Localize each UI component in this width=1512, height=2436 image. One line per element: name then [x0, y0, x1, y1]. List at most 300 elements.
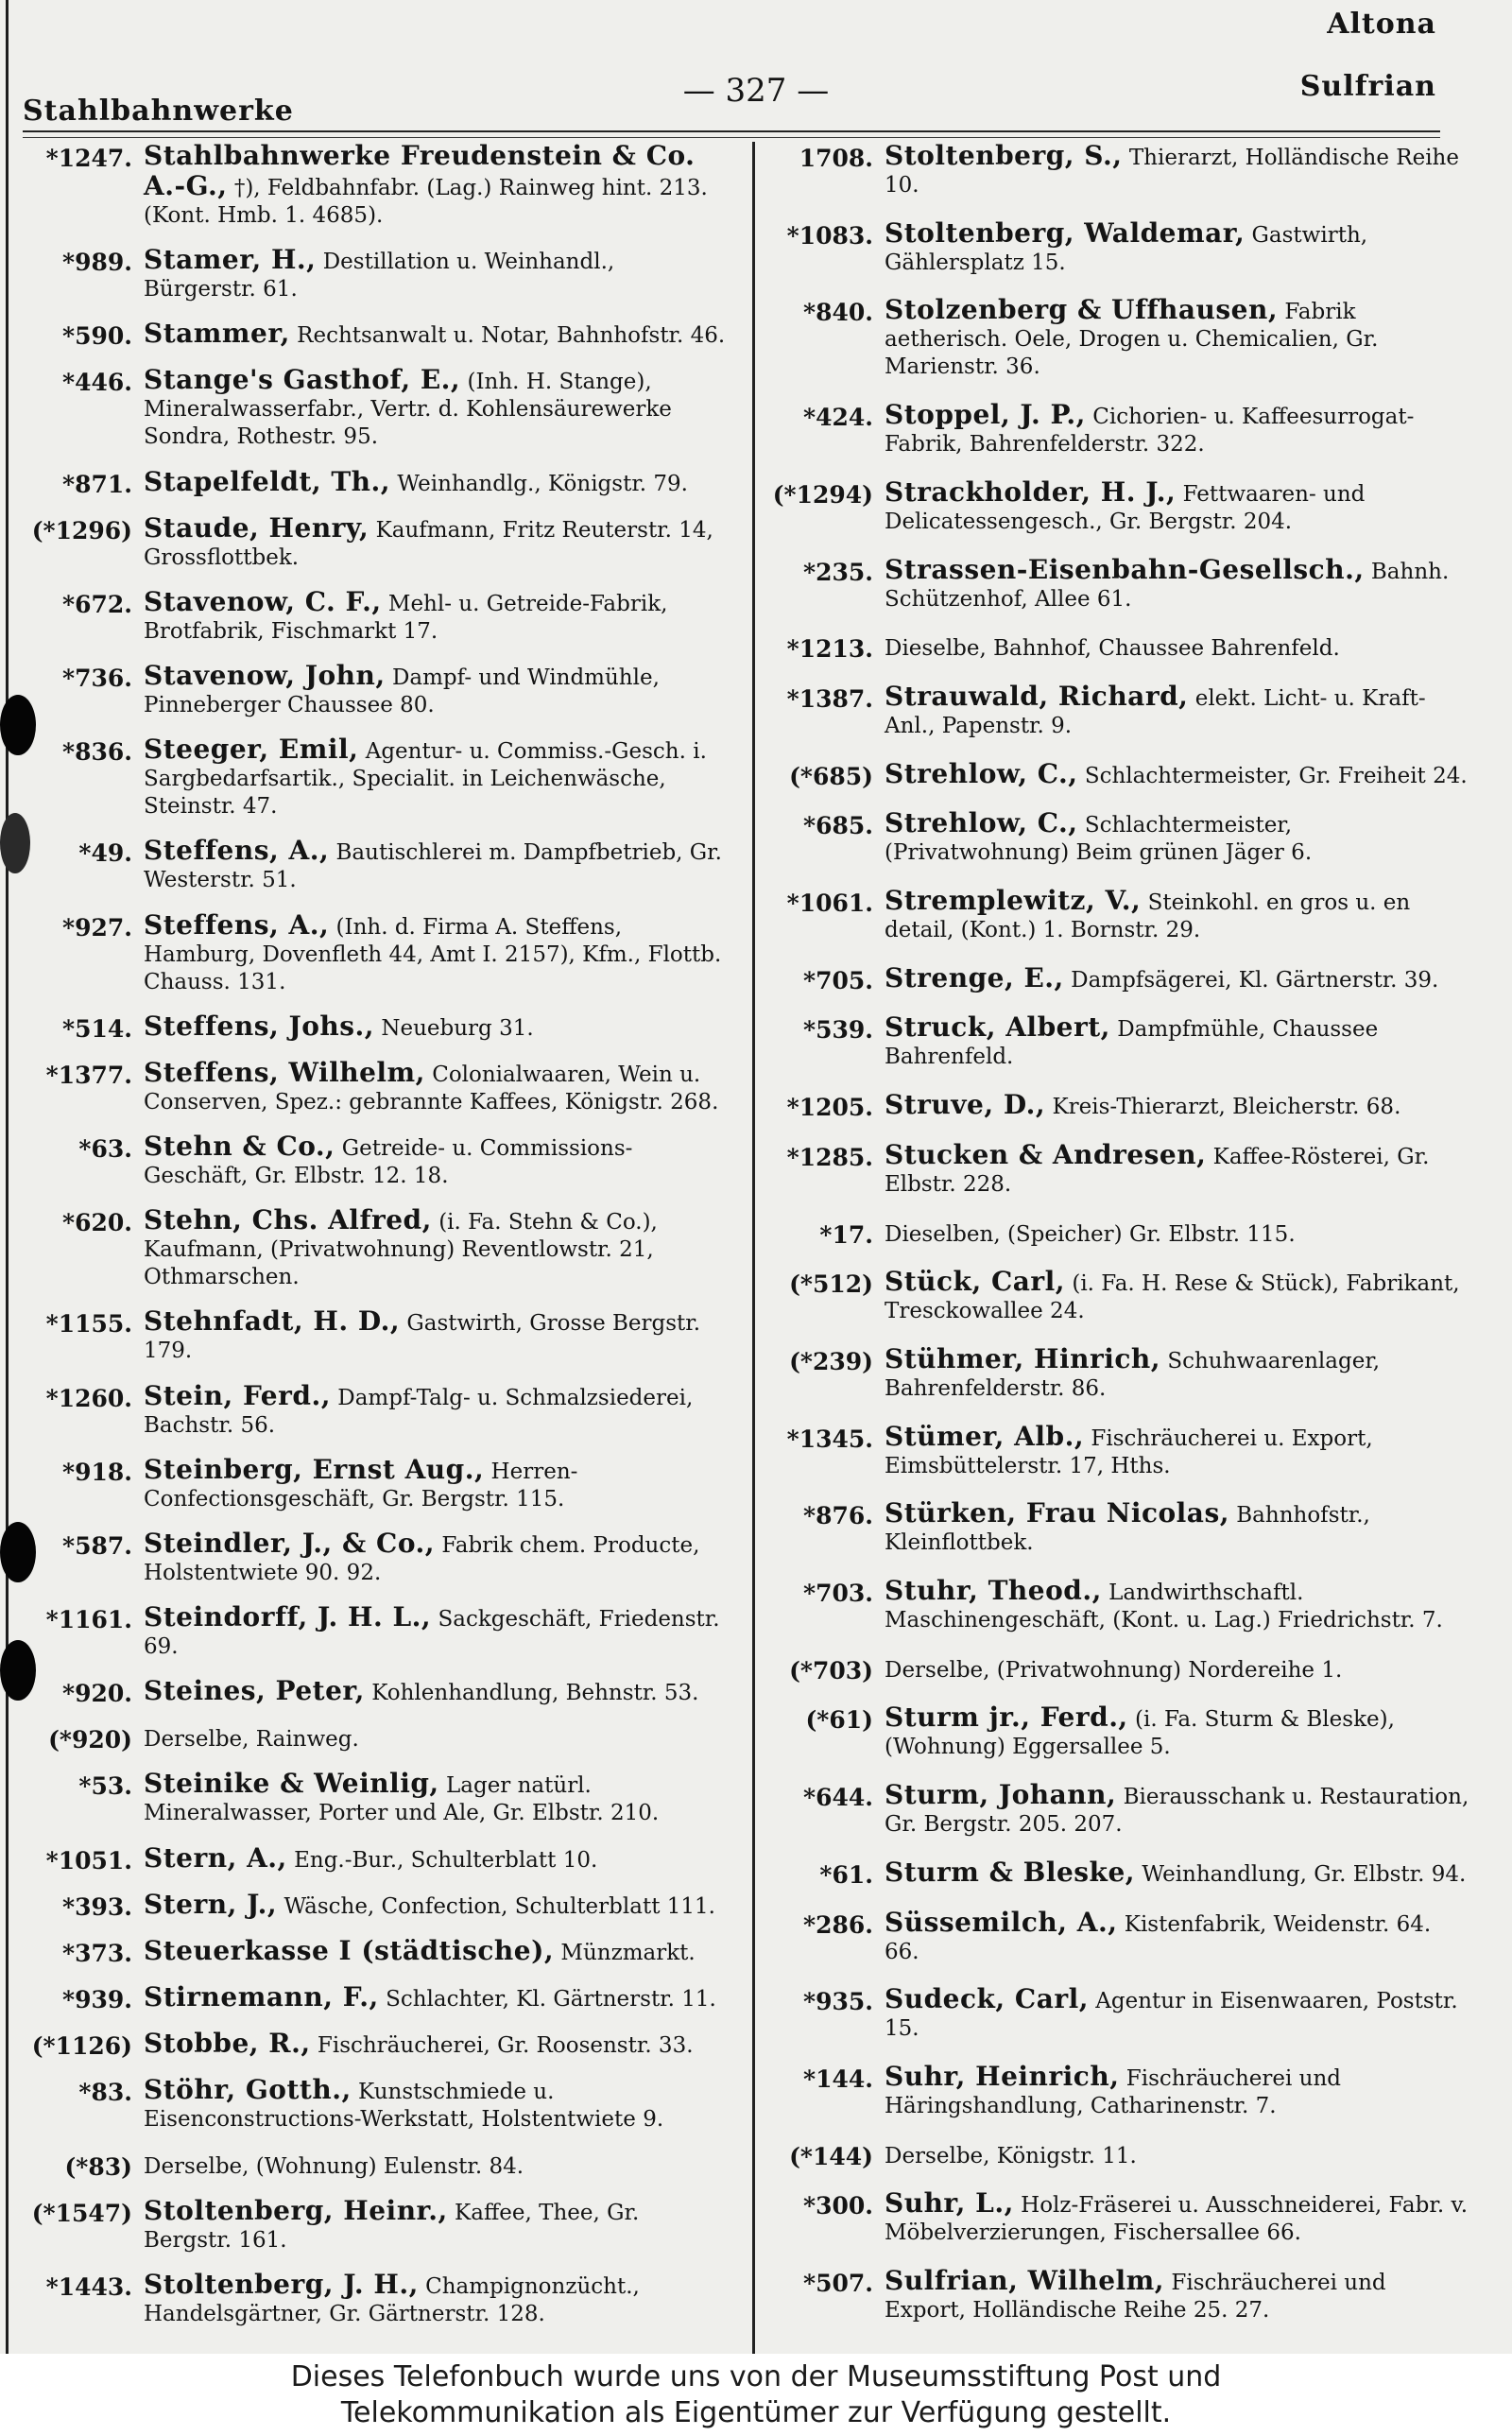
entry-text [885, 1858, 1472, 1889]
entry-text [144, 837, 731, 894]
entry-text [144, 1529, 731, 1587]
left-column [21, 142, 731, 2344]
entry-text [885, 1138, 1472, 1199]
entry-details: Derselbe, Königstr. 11. [885, 2143, 1137, 2168]
entry-text [885, 1342, 1472, 1403]
phone-number: *300. [803, 2192, 873, 2220]
phone-number: (*61) [805, 1706, 873, 1735]
phone-number: *1083. [786, 221, 873, 250]
entry-name: Süssemilch, A., [885, 1906, 1118, 1938]
entry-details: Fabrik chem. Producte, Holstentwiete 90. 92. [144, 1532, 700, 1585]
entry-text [144, 465, 731, 498]
directory-entry [21, 2151, 731, 2181]
phone-number: *920. [62, 1680, 132, 1708]
directory-entry [762, 961, 1472, 994]
entry-text [144, 1841, 731, 1875]
directory-entry [21, 366, 731, 451]
phone-number: *672. [62, 590, 132, 618]
entry-details: Sackgeschäft, Friedenstr. 69. [144, 1606, 720, 1659]
phone-number: *373. [62, 1939, 132, 1967]
entry-details: Steinkohl. en gros u. en detail, (Kont.) 1. Bornstr. 29. [885, 890, 1411, 943]
entry-text [885, 757, 1472, 790]
directory-entry [21, 2030, 731, 2060]
directory-entry [21, 2268, 731, 2328]
entry-text [885, 2140, 1472, 2170]
entry-name: Struck, Albert, [885, 1011, 1110, 1044]
directory-entry [762, 1013, 1472, 1071]
entry-name: Stehn, Chs. Alfred, [144, 1204, 432, 1236]
entry-text [885, 1703, 1472, 1761]
entry-text [885, 1218, 1472, 1249]
entry-text [144, 1888, 731, 1921]
entry-details: Bierausschank u. Restauration, Gr. Bergstr. 205. 207. [885, 1785, 1469, 1838]
entry-text [144, 1770, 731, 1827]
phone-number: *235. [803, 558, 873, 586]
entry-text [885, 216, 1472, 277]
entry-details: Kaffee, Thee, Gr. Bergstr. 161. [144, 2200, 640, 2253]
entry-details: (Inh. H. Stange), Mineralwasserfabr., Vertr. d. Kohlensäurewerke Sondra, Rothestr. 95. [144, 370, 672, 450]
entry-details: Rechtsanwalt u. Notar, Bahnhofstr. 46. [297, 323, 726, 349]
footer-line: Dieses Telefonbuch wurde uns von der Museumsstiftung Post und [290, 2360, 1222, 2393]
entry-text [885, 1013, 1472, 1071]
phone-number: *1377. [45, 1061, 132, 1089]
entry-name: Sudeck, Carl, [885, 1983, 1089, 2015]
entry-details: Kaffee-Rösterei, Gr. Elbstr. 228. [885, 1144, 1430, 1197]
phone-number: *514. [62, 1014, 132, 1043]
entry-details: Schuhwaarenlager, Bahrenfelderstr. 86. [885, 1348, 1381, 1401]
phone-number: *63. [78, 1135, 132, 1164]
entry-text [885, 1091, 1472, 1121]
phone-number: (*1296) [31, 516, 132, 544]
directory-entry [21, 735, 731, 821]
entry-details: Fischräucherei und Häringshandlung, Catharinenstr. 7. [885, 2065, 1342, 2118]
directory-entry [762, 1499, 1472, 1557]
phone-number: *935. [803, 1988, 873, 2016]
entry-text [144, 1379, 731, 1440]
header-left-keyword: Stahlbahnwerke [23, 95, 294, 128]
phone-number: *144. [803, 2065, 873, 2093]
entry-text [885, 553, 1472, 613]
header-rule [23, 130, 1440, 132]
phone-number: 1708. [799, 145, 873, 172]
phone-number: *507. [803, 2270, 873, 2298]
phone-number: *1443. [45, 2272, 132, 2301]
entry-name: Stoltenberg, Waldemar, [885, 216, 1246, 249]
entry-text [144, 320, 731, 350]
entry-text [885, 475, 1472, 536]
entry-text [144, 1983, 731, 2013]
phone-number: *587. [62, 1531, 132, 1560]
phone-number: *1161. [45, 1605, 132, 1633]
directory-entry [762, 2267, 1472, 2324]
directory-entry [762, 401, 1472, 458]
entry-name: Steines, Peter, [144, 1675, 365, 1707]
entry-name: Sturm & Bleske, [885, 1856, 1136, 1888]
entry-name: Suhr, L., [885, 2187, 1014, 2220]
phone-number: *736. [62, 665, 132, 693]
entry-details: Bahnhofstr., Kleinflottbek. [885, 1503, 1370, 1556]
entry-name: Steffens, A., [144, 835, 330, 867]
entry-name: Steffens, Johs., [144, 1010, 375, 1042]
phone-number: *424. [803, 404, 873, 432]
phone-number: *446. [62, 369, 132, 397]
phone-number: (*1294) [772, 480, 873, 509]
entry-text [885, 1985, 1472, 2043]
entry-details: Derselbe, (Privatwohnung) Nordereihe 1. [885, 1657, 1343, 1683]
page-edge [6, 0, 9, 2354]
entry-text [885, 1420, 1472, 1480]
phone-number: (*83) [64, 2152, 132, 2181]
directory-entry [762, 682, 1472, 740]
directory-entry [21, 1770, 731, 1827]
entry-details: Dampf-Talg- u. Schmalzsiederei, Bachstr. 56. [144, 1385, 694, 1438]
directory-entry [762, 2189, 1472, 2247]
entry-text [144, 2194, 731, 2255]
directory-entry [762, 1703, 1472, 1761]
entry-details: Holz-Fräserei u. Ausschneiderei, Fabr. v. Möbelverzierungen, Fischersallee 66. [885, 2193, 1469, 2246]
entry-details: Getreide- u. Commissions-Geschäft, Gr. Elbstr. 12. 18. [144, 1136, 633, 1189]
phone-number: (*920) [48, 1726, 132, 1754]
entry-text [144, 908, 731, 996]
entry-name: Stahlbahnwerke Freudenstein & Co. A.-G., [144, 140, 696, 201]
directory-entry [21, 465, 731, 498]
entry-text [144, 1723, 731, 1754]
phone-number: *393. [62, 1892, 132, 1921]
entry-name: Stapelfeldt, Th., [144, 465, 391, 497]
entry-name: Stoltenberg, S., [885, 140, 1123, 171]
entry-name: Steinike & Weinlig, [144, 1768, 439, 1800]
phone-number: *539. [803, 1016, 873, 1045]
entry-name: Stirnemann, F., [144, 1981, 379, 2013]
footer-notice [0, 2354, 1512, 2436]
entry-details: Bautischlerei m. Dampfbetrieb, Gr. Westerstr. 51. [144, 840, 722, 893]
phone-number: *1345. [786, 1425, 873, 1453]
directory-entry [762, 216, 1472, 277]
entry-name: Stoltenberg, J. H., [144, 2268, 419, 2300]
entry-details: †), Feldbahnfabr. (Lag.) Rainweg hint. 213. (Kont. Hmb. 1. 4685). [144, 176, 708, 228]
entry-name: Steffens, A., [144, 908, 330, 941]
directory-entry [21, 246, 731, 303]
entry-name: Stern, A., [144, 1841, 287, 1874]
phone-number: (*685) [789, 762, 873, 790]
entry-details: Thierarzt, Holländische Reihe 10. [885, 146, 1459, 198]
entry-details: Dampfsägerei, Kl. Gärtnerstr. 39. [1071, 967, 1439, 993]
entry-details: Kistenfabrik, Weidenstr. 64. 66. [885, 1911, 1432, 1964]
entry-details: Kreis-Thierarzt, Bleicherstr. 68. [1052, 1095, 1401, 1120]
entry-text [144, 2076, 731, 2134]
directory-entry [21, 1012, 731, 1043]
entry-details: Mehl- u. Getreide-Fabrik, Brotfabrik, Fischmarkt 17. [144, 591, 668, 644]
phone-number: *939. [62, 1986, 132, 2014]
entry-text [144, 1453, 731, 1513]
entry-details: Herren-Confectionsgeschäft, Gr. Bergstr. 115. [144, 1459, 578, 1512]
phone-number: *53. [78, 1772, 132, 1801]
directory-entry [21, 1379, 731, 1440]
phone-number: *1247. [45, 145, 132, 172]
entry-details: Agentur in Eisenwaaren, Poststr. 15. [885, 1989, 1458, 2042]
entry-details: Champignonzücht., Handelsgärtner, Gr. Gärtnerstr. 128. [144, 2273, 640, 2326]
phone-number: *871. [62, 470, 132, 498]
entry-details: (i. Fa. Sturm & Bleske), (Wohnung) Eggersallee 5. [885, 1707, 1395, 1760]
entry-name: Sulfrian, Wilhelm, [885, 2265, 1165, 2297]
entry-details: Wäsche, Confection, Schulterblatt 111. [284, 1893, 715, 1919]
entry-text [144, 1056, 731, 1116]
entry-text [885, 401, 1472, 458]
entry-name: Steinberg, Ernst Aug., [144, 1453, 485, 1485]
directory-entry [21, 142, 731, 230]
directory-entry [762, 1420, 1472, 1480]
entry-text [144, 366, 731, 451]
entry-name: Stobbe, R., [144, 2028, 311, 2060]
directory-entry [762, 1268, 1472, 1325]
entry-text [885, 142, 1472, 199]
directory-entry [21, 1206, 731, 1291]
entry-details: Agentur- u. Commiss.-Gesch. i. Sargbedarfsartik., Specialit. in Leichenwäsche, Steinstr. 47. [144, 739, 707, 820]
entry-details: Dieselbe, Bahnhof, Chaussee Bahrenfeld. [885, 636, 1340, 662]
entry-name: Stöhr, Gotth., [144, 2074, 352, 2106]
entry-text [144, 2268, 731, 2328]
directory-entry [762, 2060, 1472, 2120]
entry-text [144, 1677, 731, 1707]
directory-entry [21, 1934, 731, 1967]
phone-number: *590. [62, 322, 132, 351]
entry-name: Stammer, [144, 318, 290, 350]
directory-entry [21, 511, 731, 572]
phone-number: *918. [62, 1458, 132, 1486]
directory-entry [762, 809, 1472, 867]
entry-details: Schlachter, Kl. Gärtnerstr. 11. [386, 1987, 716, 2013]
entry-details: Münzmarkt. [560, 1940, 696, 1965]
directory-entry [762, 887, 1472, 944]
entry-details: Gastwirth, Gählersplatz 15. [885, 222, 1368, 275]
entry-details: (i. Fa. H. Rese & Stück), Fabrikant, Tresckowallee 24. [885, 1271, 1460, 1324]
directory-entry [762, 757, 1472, 790]
phone-number: *17. [819, 1220, 873, 1249]
entry-name: Stein, Ferd., [144, 1379, 331, 1411]
phone-number: *1285. [786, 1143, 873, 1171]
entry-details: Kohlenhandlung, Behnstr. 53. [371, 1681, 699, 1706]
entry-name: Stück, Carl, [885, 1266, 1066, 1298]
directory-entry [21, 1600, 731, 1661]
directory-entry [21, 1677, 731, 1707]
directory-entry [762, 1091, 1472, 1121]
phone-number: *876. [803, 1502, 873, 1530]
directory-entry [762, 2140, 1472, 2170]
directory-entry [21, 320, 731, 350]
entry-details: (i. Fa. Stehn & Co.), Kaufmann, (Privatwohnung) Reventlowstr. 21, Othmarschen. [144, 1210, 658, 1290]
right-column [762, 142, 1472, 2344]
entry-text [144, 511, 731, 572]
phone-number: *620. [62, 1209, 132, 1237]
directory-entry [21, 2076, 731, 2134]
entry-name: Steindorff, J. H. L., [144, 1600, 432, 1633]
entry-name: Stremplewitz, V., [885, 885, 1142, 917]
entry-text [144, 2151, 731, 2181]
entry-name: Stern, J., [144, 1888, 278, 1920]
entry-details: Destillation u. Weinhandl., Bürgerstr. 61. [144, 250, 615, 302]
directory-entry [21, 1132, 731, 1190]
directory-entry [21, 2194, 731, 2255]
directory-entry [21, 1307, 731, 1365]
phone-number: *705. [803, 966, 873, 994]
directory-entry [21, 662, 731, 719]
entry-details: Derselbe, (Wohnung) Eulenstr. 84. [144, 2153, 524, 2179]
entry-name: Strehlow, C., [885, 757, 1078, 789]
directory-entry [21, 1983, 731, 2013]
entry-name: Suhr, Heinrich, [885, 2060, 1120, 2092]
directory-entry [762, 475, 1472, 536]
phone-number: (*144) [789, 2142, 873, 2170]
entry-details: Colonialwaaren, Wein u. Conserven, Spez.: gebrannte Kaffees, Königstr. 268. [144, 1062, 719, 1114]
entry-text [885, 682, 1472, 740]
entry-details: Fettwaaren- und Delicatessengesch., Gr. Bergstr. 204. [885, 481, 1366, 534]
entry-name: Stoppel, J. P., [885, 399, 1086, 431]
entry-details: Dampf- und Windmühle, Pinneberger Chaussee 80. [144, 665, 660, 718]
directory-entry [21, 837, 731, 894]
directory-entry [21, 908, 731, 996]
phone-number: (*1547) [31, 2199, 132, 2227]
directory-entry [21, 1056, 731, 1116]
phone-number: *840. [803, 299, 873, 327]
entry-text [144, 142, 731, 230]
entry-text [144, 585, 731, 646]
phone-number: *685. [803, 812, 873, 840]
entry-details: Cichorien- u. Kaffeesurrogat-Fabrik, Bahrenfelderstr. 322. [885, 405, 1415, 458]
entry-details: Kunstschmiede u. Eisenconstructions-Werkstatt, Holstentwiete 9. [144, 2080, 664, 2133]
directory-entry [762, 1906, 1472, 1966]
directory-entry [762, 1342, 1472, 1403]
phone-number: *927. [62, 913, 132, 942]
entry-details: Kaufmann, Fritz Reuterstr. 14, Grossflottbek. [144, 517, 713, 570]
entry-text [144, 1600, 731, 1661]
entry-details: Schlachtermeister, (Privatwohnung) Beim grünen Jäger 6. [885, 813, 1313, 866]
phone-number: *286. [803, 1910, 873, 1939]
phone-number: (*703) [789, 1656, 873, 1684]
directory-entry [762, 1654, 1472, 1684]
entry-text [885, 632, 1472, 663]
entry-text [144, 662, 731, 719]
directory-entry [21, 1723, 731, 1754]
column-divider [752, 142, 755, 2354]
directory-entry [762, 1218, 1472, 1249]
directory-entry [21, 585, 731, 646]
header-rule [23, 137, 1440, 138]
entry-name: Steuerkasse I (städtische), [144, 1934, 555, 1966]
entry-details: Fabrik aetherisch. Oele, Drogen u. Chemicalien, Gr. Marienstr. 36. [885, 300, 1379, 380]
entry-name: Stürken, Frau Nicolas, [885, 1497, 1229, 1529]
directory-entry [762, 296, 1472, 381]
entry-name: Strauwald, Richard, [885, 680, 1189, 712]
entry-details: Neueburg 31. [381, 1015, 534, 1041]
entry-name: Struve, D., [885, 1089, 1046, 1121]
phone-number: (*1126) [31, 2032, 132, 2061]
directory-entry [21, 1888, 731, 1921]
entry-details: Fischräucherei und Export, Holländische Reihe 25. 27. [885, 2271, 1386, 2324]
entry-text [144, 1307, 731, 1365]
entry-details: Eng.-Bur., Schulterblatt 10. [294, 1847, 598, 1873]
entry-name: Stümer, Alb., [885, 1420, 1085, 1452]
entry-details: Fischräucherei u. Export, Eimsbüttelerstr. 17, Hths. [885, 1425, 1373, 1478]
entry-text [885, 809, 1472, 867]
phone-number: *1061. [786, 890, 873, 918]
entry-details: Lager natürl. Mineralwasser, Porter und Ale, Gr. Elbstr. 210. [144, 1773, 660, 1826]
entry-details: (Inh. d. Firma A. Steffens, Hamburg, Dovenfleth 44, Amt I. 2157), Kfm., Flottb. Chauss. 131. [144, 914, 722, 994]
phone-number: *49. [78, 839, 132, 868]
entry-text [885, 1906, 1472, 1966]
phone-number: *1213. [786, 635, 873, 664]
directory-entry [762, 142, 1472, 199]
entry-name: Stoltenberg, Heinr., [144, 2194, 448, 2226]
entry-text [885, 296, 1472, 381]
entry-text [144, 1206, 731, 1291]
phone-number: *836. [62, 738, 132, 767]
entry-details: Dieselben, (Speicher) Gr. Elbstr. 115. [885, 1221, 1296, 1247]
header-right-keyword: Sulfrian [1299, 70, 1436, 103]
entry-name: Stolzenberg & Uffhausen, [885, 294, 1279, 326]
footer-line: Telekommunikation als Eigentümer zur Verfügung gestellt. [340, 2396, 1172, 2429]
phone-number: *1387. [786, 684, 873, 713]
entry-text [144, 735, 731, 821]
entry-details: Weinhandlg., Königstr. 79. [397, 471, 688, 496]
entry-name: Steffens, Wilhelm, [144, 1056, 425, 1088]
phone-number: *989. [62, 249, 132, 277]
entry-name: Strenge, E., [885, 961, 1064, 993]
phone-number: *1260. [45, 1384, 132, 1412]
entry-details: Fischräucherei, Gr. Roosenstr. 33. [317, 2033, 694, 2059]
directory-entry [21, 1529, 731, 1587]
phone-number: (*239) [789, 1347, 873, 1375]
entry-details: Dampfmühle, Chaussee Bahrenfeld. [885, 1017, 1379, 1070]
page-number: — 327 — [682, 72, 830, 110]
directory-entry [762, 1985, 1472, 2043]
entry-text [885, 2189, 1472, 2247]
entry-name: Staude, Henry, [144, 511, 369, 544]
entry-name: Stamer, H., [144, 244, 317, 276]
directory-entry [21, 1453, 731, 1513]
entry-name: Sturm jr., Ferd., [885, 1702, 1128, 1734]
entry-details: Bahnh. Schützenhof, Allee 61. [885, 559, 1450, 612]
entry-details: Schlachtermeister, Gr. Freiheit 24. [1084, 763, 1468, 788]
entry-text [144, 1012, 731, 1043]
entry-name: Steindler, J., & Co., [144, 1527, 436, 1559]
phone-number: *703. [803, 1580, 873, 1608]
entry-text [885, 1268, 1472, 1325]
entry-text [144, 1934, 731, 1967]
entry-name: Steeger, Emil, [144, 734, 359, 766]
entry-name: Strassen-Eisenbahn-Gesellsch., [885, 553, 1365, 585]
entry-name: Stange's Gasthof, E., [144, 364, 461, 396]
entry-text [885, 1577, 1472, 1634]
entry-name: Sturm, Johann, [885, 1779, 1117, 1811]
entry-name: Stehnfadt, H. D., [144, 1305, 401, 1338]
entry-text [885, 2060, 1472, 2120]
directory-entry [762, 1858, 1472, 1889]
phone-number: *644. [803, 1784, 873, 1812]
entry-text [885, 2267, 1472, 2324]
directory-entry [21, 1841, 731, 1875]
phone-number: *1155. [45, 1310, 132, 1339]
entry-text [885, 1654, 1472, 1684]
entry-details: Weinhandlung, Gr. Elbstr. 94. [1142, 1861, 1467, 1887]
entry-name: Stühmer, Hinrich, [885, 1342, 1161, 1374]
entry-name: Stavenow, C. F., [144, 585, 382, 617]
entry-name: Stehn & Co., [144, 1131, 335, 1163]
directory-entry [762, 1781, 1472, 1839]
entry-details: elekt. Licht- u. Kraft-Anl., Papenstr. 9. [885, 685, 1426, 738]
entry-text [885, 1499, 1472, 1557]
entry-details: Gastwirth, Grosse Bergstr. 179. [144, 1311, 701, 1364]
entry-text [885, 1781, 1472, 1839]
